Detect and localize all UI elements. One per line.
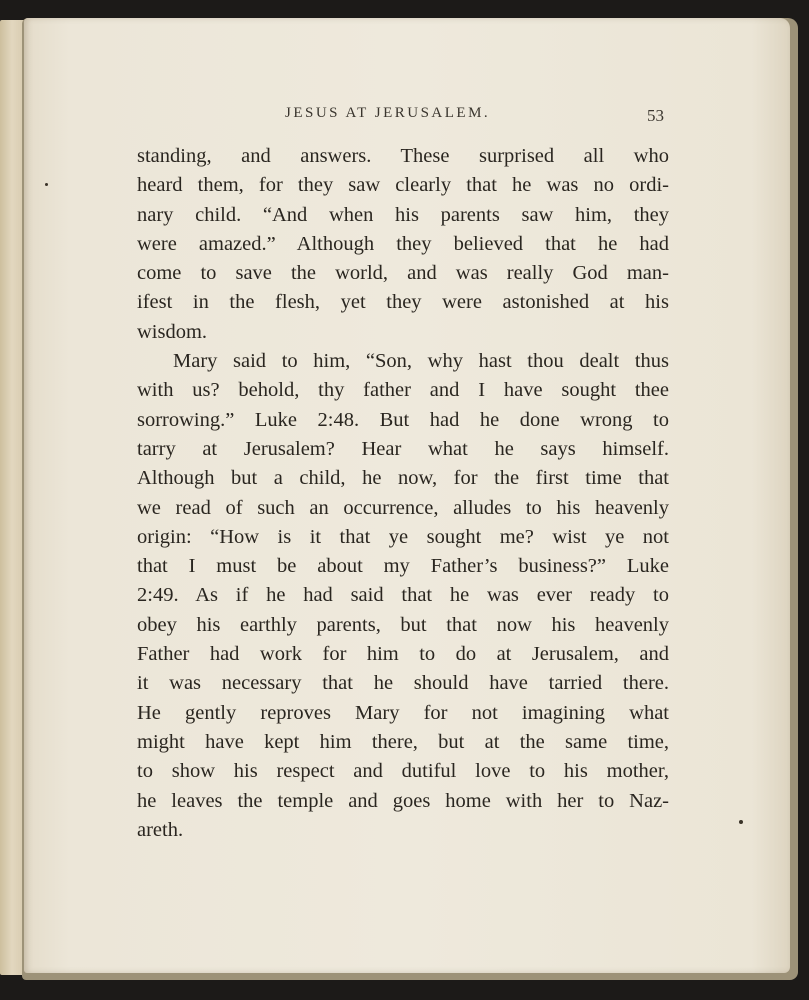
text-line: 2:49. As if he had said that he was ever ready to [137, 584, 669, 607]
text-line: Mary said to him, “Son, why hast thou dealt thus [173, 350, 669, 373]
text-line: to show his respect and dutiful love to his mother, [137, 760, 669, 783]
paper-speck [45, 183, 48, 186]
chapter-title: JESUS AT JERUSALEM. [285, 105, 491, 121]
text-line: ifest in the flesh, yet they were astonished at his [137, 291, 669, 314]
text-line: that I must be about my Father’s business?” Luke [137, 555, 669, 578]
text-line: tarry at Jerusalem? Hear what he says himself. [137, 437, 669, 460]
text-line: he leaves the temple and goes home with her to Naz- [137, 789, 669, 812]
text-line: areth. [137, 818, 184, 841]
text-line: wisdom. [137, 320, 208, 343]
page-number: 53 [647, 106, 664, 125]
text-line: origin: “How is it that ye sought me? wist ye not [137, 525, 669, 548]
text-line: it was necessary that he should have tarried there. [137, 672, 669, 695]
text-line: sorrowing.” Luke 2:48. But had he done wrong to [137, 408, 669, 431]
body-text [137, 142, 669, 845]
text-line: Father had work for him to do at Jerusalem, and [137, 643, 669, 666]
text-line: heard them, for they saw clearly that he was no ordi- [137, 174, 669, 197]
text-line: standing, and answers. These surprised all who [137, 145, 669, 167]
paragraph [137, 142, 669, 347]
text-line: Although but a child, he now, for the first time that [137, 467, 669, 490]
text-line: might have kept him there, but at the same time, [137, 730, 669, 753]
text-line: obey his earthly parents, but that now his heavenly [137, 613, 669, 636]
text-line: nary child. “And when his parents saw him, they [137, 203, 669, 226]
paper-speck [739, 820, 743, 824]
text-line: come to save the world, and was really God man- [137, 262, 669, 285]
text-line: with us? behold, thy father and I have sought thee [137, 379, 669, 402]
text-line: He gently reproves Mary for not imagining what [137, 701, 669, 724]
text-line: we read of such an occurrence, alludes to his heavenly [137, 496, 669, 519]
paragraph [137, 347, 669, 845]
text-line: were amazed.” Although they believed that he had [137, 232, 669, 255]
